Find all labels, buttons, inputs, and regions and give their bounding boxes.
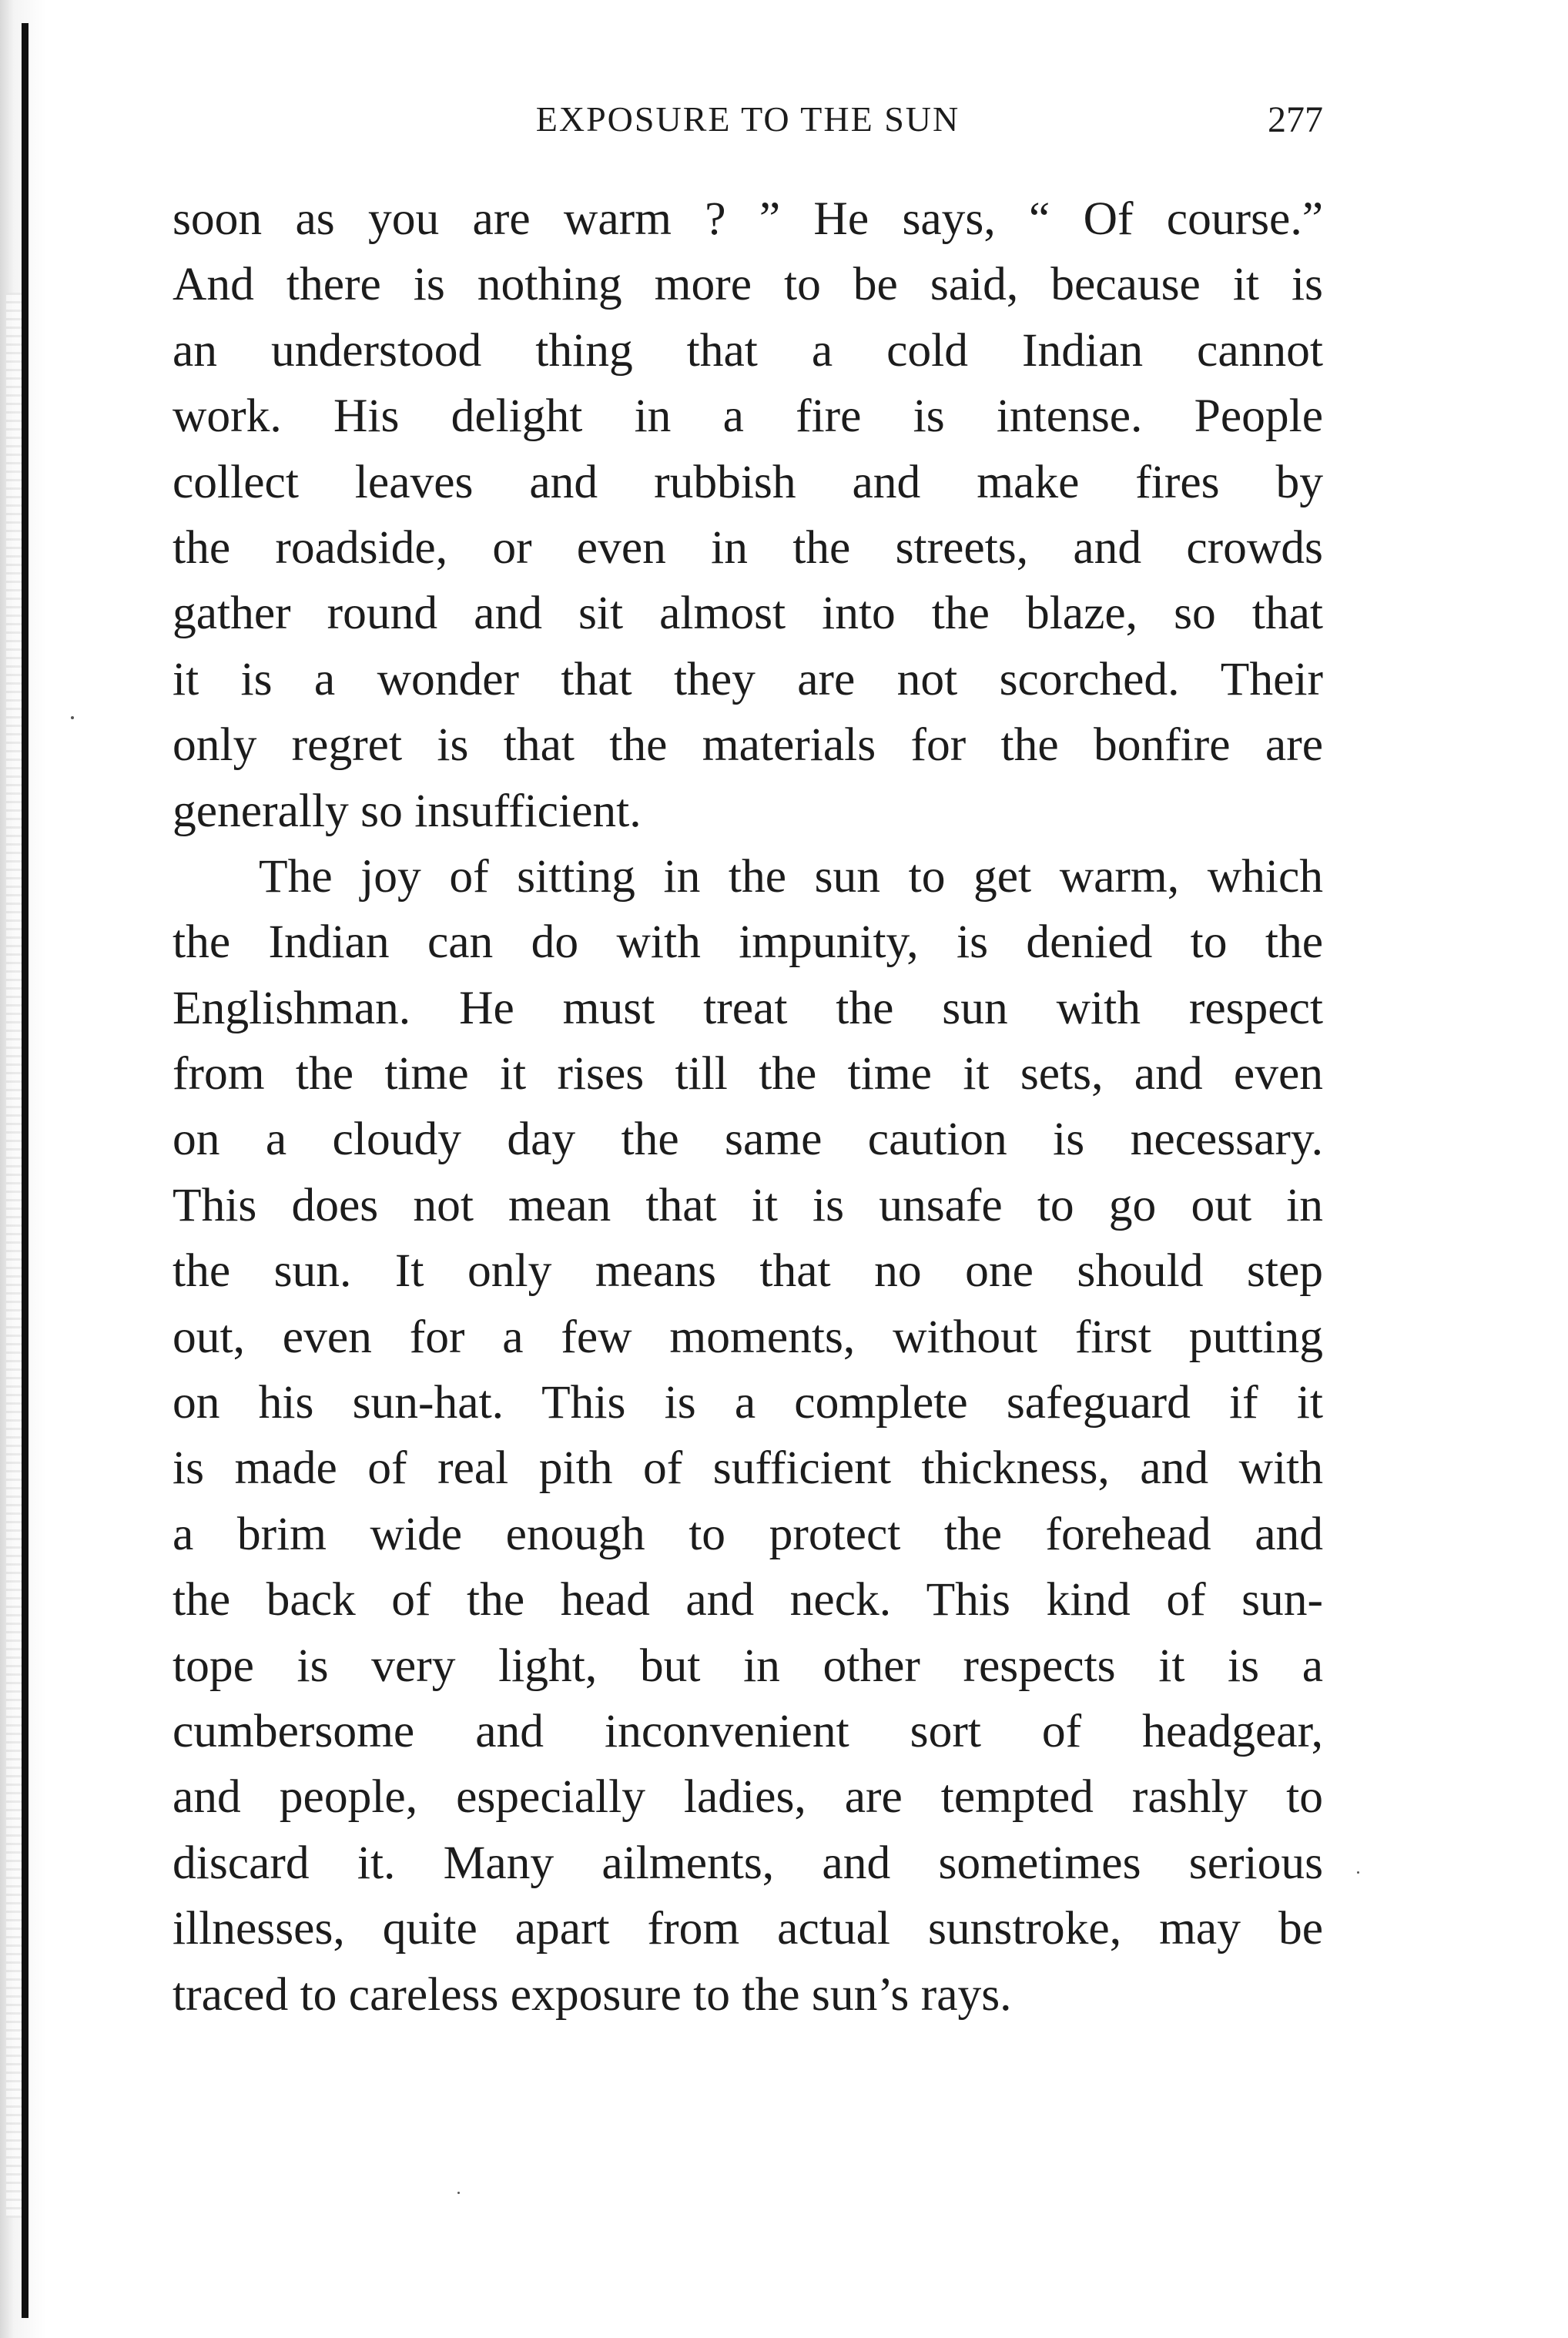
text-line: is made of real pith of sufficient thickness, and with: [173, 1442, 1323, 1495]
text-line: on his sun-hat. This is a complete safeguard if it: [173, 1376, 1323, 1429]
text-line: soon as you are warm ? ” He says, “ Of course.”: [173, 193, 1323, 245]
text-line: only regret is that the materials for the bonfire are: [173, 718, 1323, 772]
text-line: generally so insufficient.: [173, 784, 642, 837]
text-line: the sun. It only means that no one should step: [173, 1244, 1323, 1298]
running-head-title: EXPOSURE TO THE SUN: [535, 99, 960, 139]
text-line: illnesses, quite apart from actual sunstroke, may be: [173, 1902, 1323, 1955]
text-line: discard it. Many ailments, and sometimes serious: [173, 1836, 1323, 1889]
text-line: the Indian can do with impunity, is denied to the: [173, 916, 1323, 969]
text-line: gather round and sit almost into the blaze, so that: [173, 587, 1323, 640]
text-line: Englishman. He must treat the sun with respect: [173, 981, 1323, 1034]
text-line: on a cloudy day the same caution is necessary.: [173, 1113, 1323, 1166]
page-number: 277: [1268, 99, 1323, 140]
text-line: an understood thing that a cold Indian cannot: [173, 323, 1323, 377]
binding-edge: [22, 23, 28, 2318]
paper-speck: [457, 2192, 460, 2194]
paragraph: [173, 186, 1323, 844]
text-line: This does not mean that it is unsafe to go out in: [173, 1178, 1323, 1231]
text-line: and people, especially ladies, are tempted rashly to: [173, 1770, 1323, 1824]
text-line: a brim wide enough to protect the forehead and: [173, 1507, 1323, 1560]
text-line: it is a wonder that they are not scorched. Their: [173, 652, 1323, 705]
text-line: from the time it rises till the time it sets, and even: [173, 1047, 1323, 1100]
text-line: The joy of sitting in the sun to get warm, which: [259, 849, 1323, 903]
text-line: work. His delight in a fire is intense. People: [173, 390, 1323, 443]
text-line: tope is very light, but in other respects it is a: [173, 1639, 1323, 1692]
paper-speck: [71, 716, 74, 719]
text-line: the back of the head and neck. This kind of sun-: [173, 1573, 1323, 1626]
text-line: traced to careless exposure to the sun’s rays.: [173, 1968, 1012, 2021]
text-line: out, even for a few moments, without first putting: [173, 1310, 1323, 1363]
text-line: And there is nothing more to be said, because it is: [173, 258, 1323, 311]
body-text: [173, 186, 1323, 2028]
text-line: the roadside, or even in the streets, and crowds: [173, 521, 1323, 574]
paper-speck: [1357, 1871, 1359, 1874]
running-head: [173, 99, 1323, 152]
text-line: cumbersome and inconvenient sort of headgear,: [173, 1704, 1323, 1757]
paragraph: [173, 844, 1323, 2028]
binding-speckle: [6, 293, 22, 2218]
text-line: collect leaves and rubbish and make fires by: [173, 455, 1323, 508]
